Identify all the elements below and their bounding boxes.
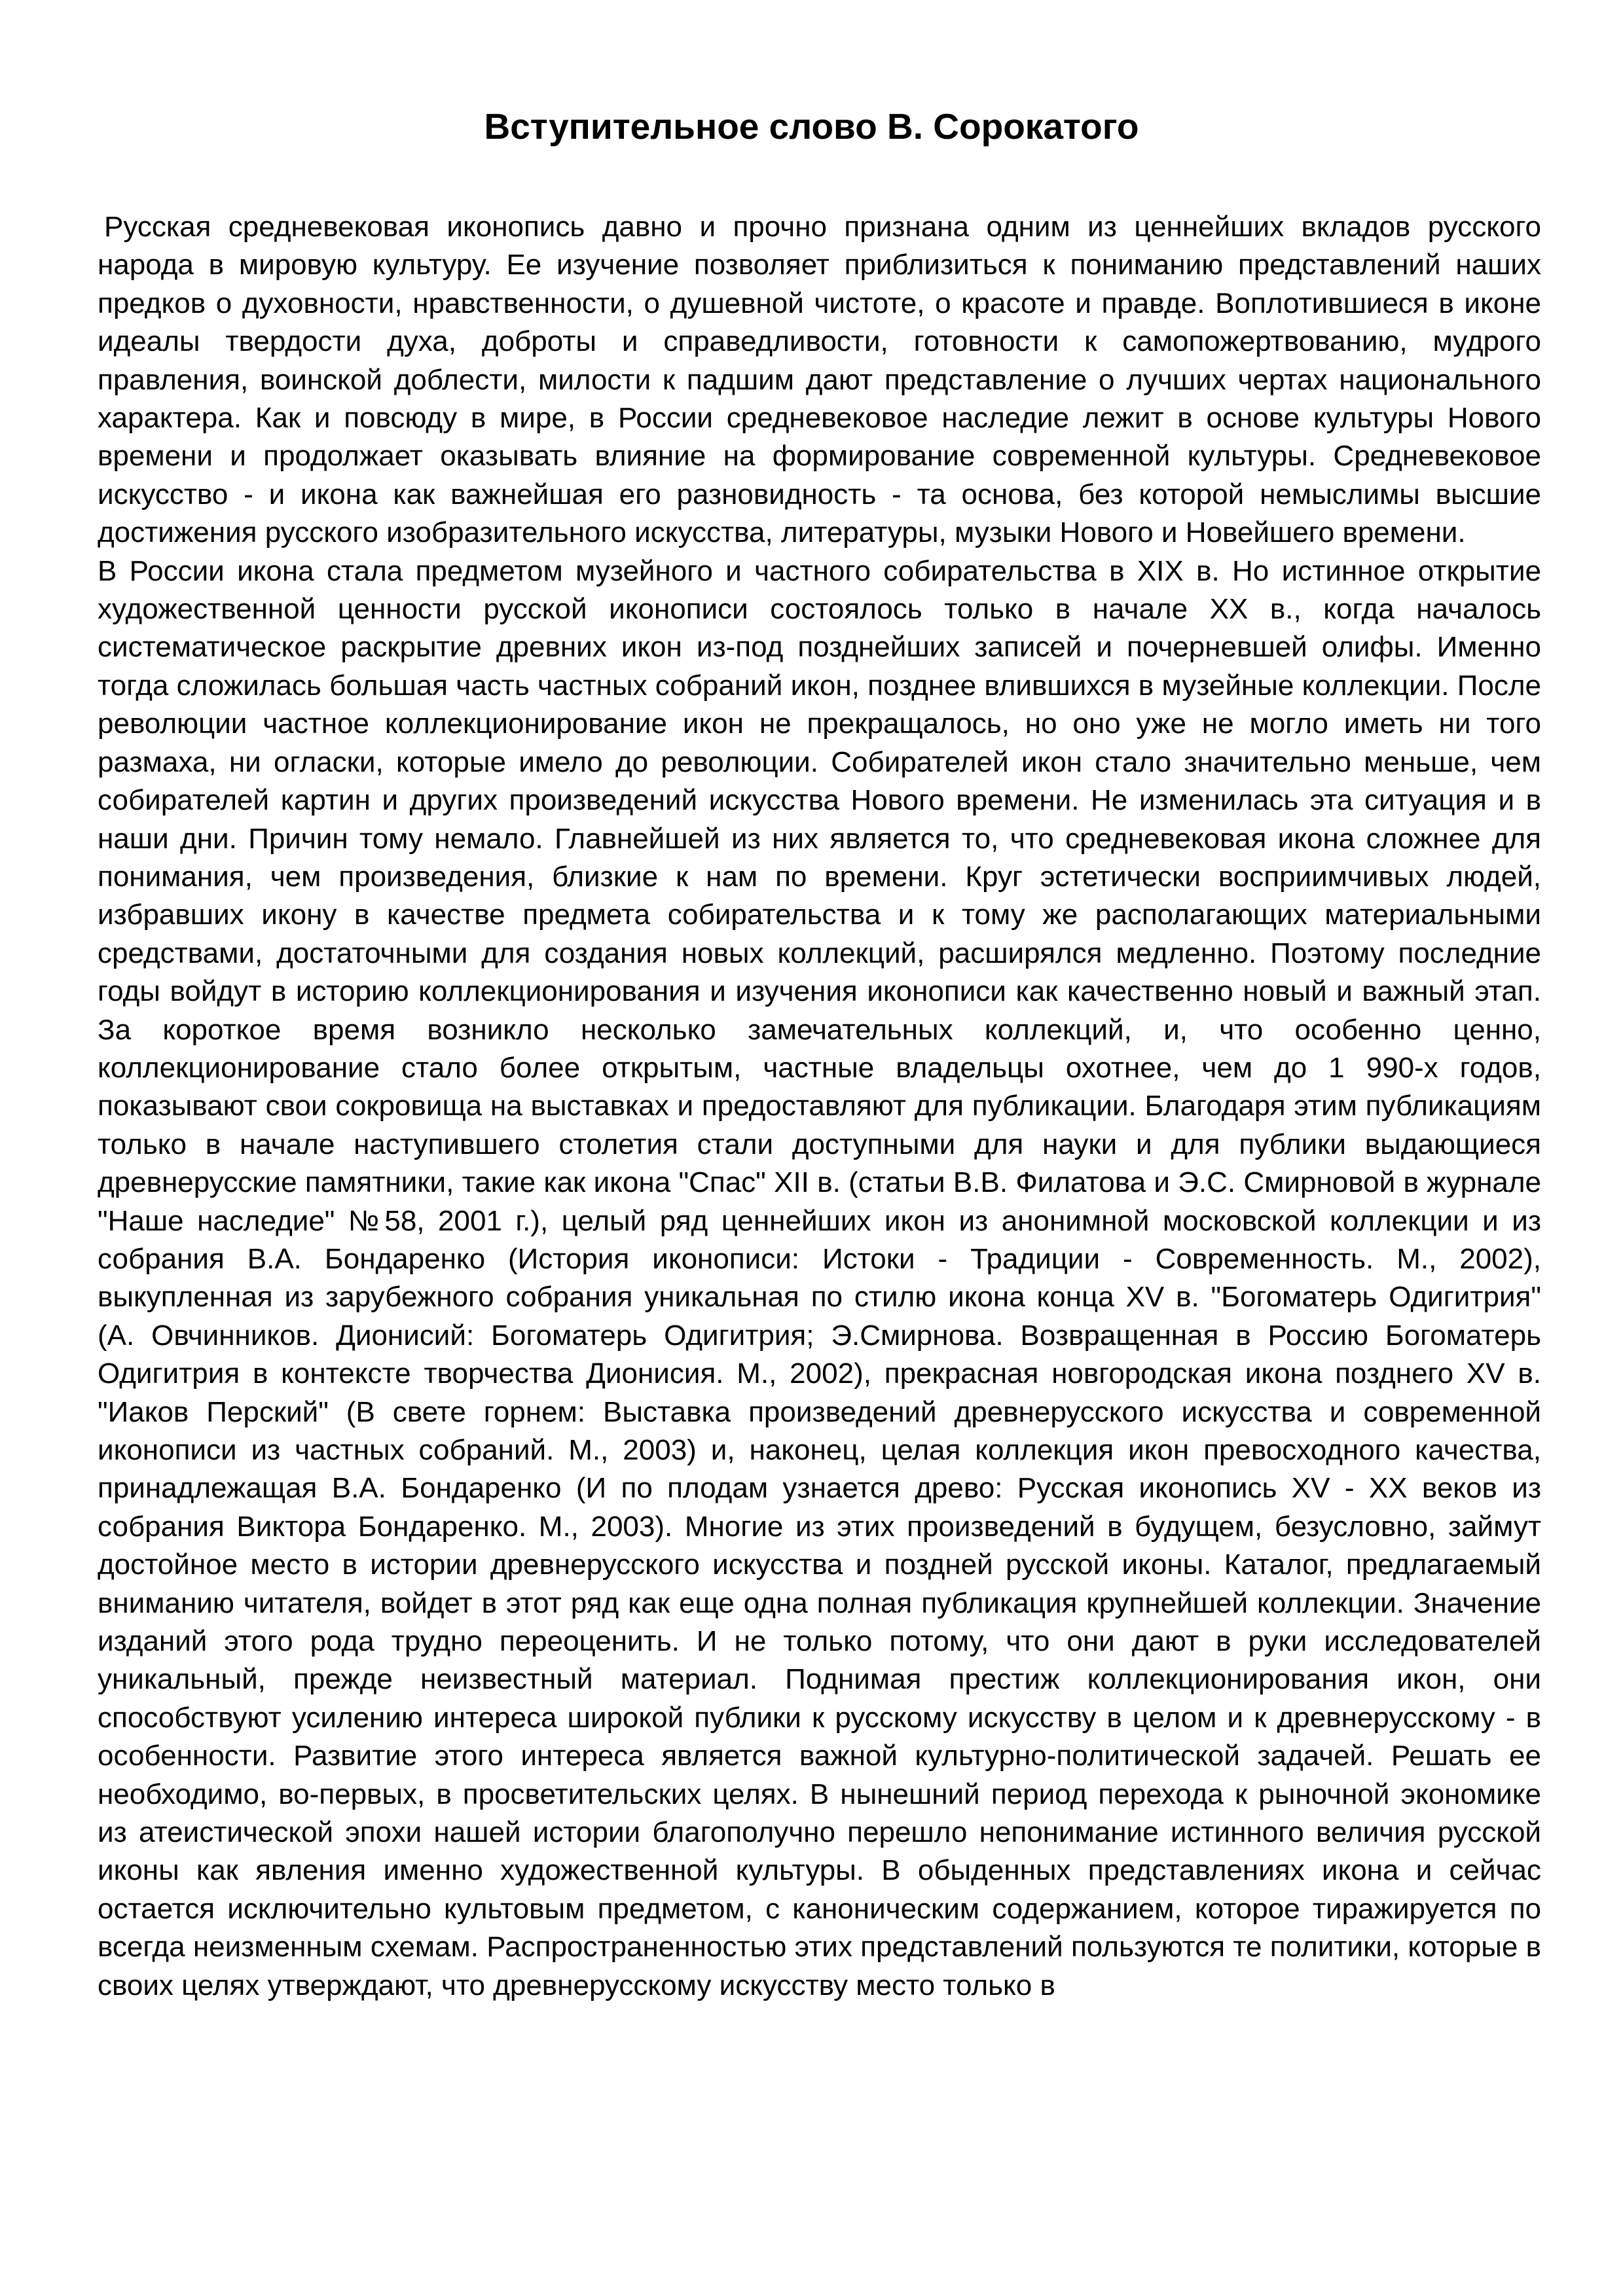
document-title: Вступительное слово В. Сорокатого xyxy=(484,106,1139,147)
document-body xyxy=(98,208,1541,2005)
paragraph-intro: Русская средневековая иконопись давно и прочно признана одним из ценнейших вкладов русского народа в мировую культуру. Ее изучение позволяет приблизиться к пониманию представлений наших предков о духовности, нравственности, о душевной чистоте, о красоте и правде. Воплотившиеся в иконе идеалы твердости духа, доброты и справедливости, готовности к самопожертвованию, мудрого правления, воинской доблести, милости к падшим дают представление о лучших чертах национального характера. Как и повсюду в мире, в России средневековое наследие лежит в основе культуры Нового времени и продолжает оказывать влияние на формирование современной культуры. Средневековое искусство - и икона как важнейшая его разновидность - та основа, без которой немыслимы высшие достижения русского изобразительного искусства, литературы, музыки Нового и Новейшего времени. xyxy=(98,211,1541,549)
paragraph-collecting-history: В России икона стала предметом музейного и частного собирательства в XIX в. Но истинное открытие художественной ценности русской иконописи состоялось только в начале XX в., когда началось систематическое раскрытие древних икон из-под позднейших записей и почерневшей олифы. Именно тогда сложилась большая часть частных собраний икон, позднее влившихся в музейные коллекции. После революции частное коллекционирование икон не прекращалось, но оно уже не могло иметь ни того размаха, ни огласки, которые имело до революции. Собирателей икон стало значительно меньше, чем собирателей картин и других произведений искусства Нового времени. Не изменилась эта ситуация и в наши дни. Причин тому немало. Главнейшей из них является то, что средневековая икона сложнее для понимания, чем произведения, близкие к нам по времени. Круг эстетически восприимчивых людей, избравших икону в качестве предмета собирательства и к тому же располагающих материальными средствами, достаточными для создания новых коллекций, расширялся медленно. Поэтому последние годы войдут в историю коллекционирования и изучения иконописи как качественно новый и важный этап. За короткое время возникло несколько замечательных коллекций, и, что особенно ценно, коллекционирование стало более открытым, частные владельцы охотнее, чем до 1 990-х годов, показывают свои сокровища на выставках и предоставляют для публикации. Благодаря этим публикациям только в начале наступившего столетия стали доступными для науки и для публики выдающиеся древнерусские памятники, такие как икона "Спас" XII в. (статьи В.В. Филатова и Э.С. Смирновой в журнале "Наше наследие" №58, 2001 г.), целый ряд ценнейших икон из анонимной московской коллекции и из собрания В.А. Бондаренко (История иконописи: Истоки - Традиции - Современность. М., 2002), выкупленная из зарубежного собрания уникальная по стилю икона конца XV в. "Богоматерь Одигитрия" (А. Овчинников. Дионисий: Богоматерь Одигитрия; Э.Смирнова. Возвращенная в Россию Богоматерь Одигитрия в контексте творчества Дионисия. М., 2002), прекрасная новгородская икона позднего XV в. "Иаков Перский" (В свете горнем: Выставка произведений древнерусского искусства и современной иконописи из частных собраний. М., 2003) и, наконец, целая коллекция икон превосходного качества, принадлежащая В.А. Бондаренко (И по плодам узнается древо: Русская иконопись XV - XX веков из собрания Виктора Бондаренко. М., 2003). Многие из этих произведений в будущем, безусловно, займут достойное место в истории древнерусского искусства и поздней русской иконы. Каталог, предлагаемый вниманию читателя, войдет в этот ряд как еще одна полная публикация крупнейшей коллекции. Значение изданий этого рода трудно переоценить. И не только потому, что они дают в руки исследователей уникальный, прежде неизвестный материал. Поднимая престиж коллекционирования икон, они способствуют усилению интереса широкой публики к русскому искусству в целом и к древнерусскому - в особенности. Развитие этого интереса является важной культурно-политической задачей. Решать ее необходимо, во-первых, в просветительских целях. В нынешний период перехода к рыночной экономике из атеистической эпохи нашей истории благополучно перешло непонимание истинного величия русской иконы как явления именно художественной культуры. В обыденных представлениях икона и сейчас остается исключительно культовым предметом, с каноническим содержанием, которое тиражируется по всегда неизменным схемам. Распространенностью этих представлений пользуются те политики, которые в своих целях утверждают, что древнерусскому искусству место только в xyxy=(98,554,1541,2001)
